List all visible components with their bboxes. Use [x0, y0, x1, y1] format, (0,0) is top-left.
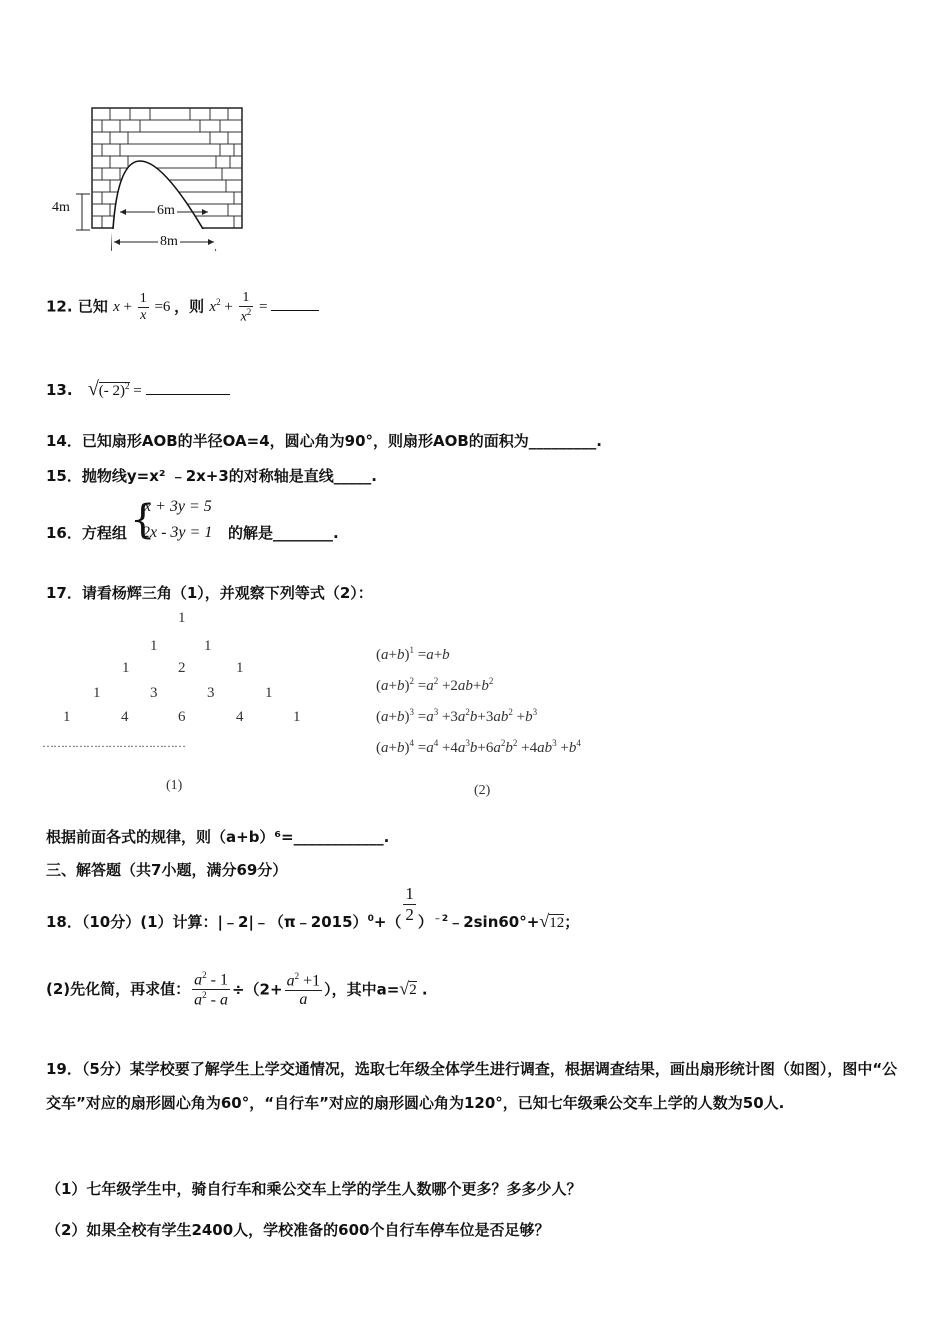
question-12	[46, 290, 319, 326]
triangle-number: 1	[178, 610, 186, 626]
question-19-sub1: （1）七年级学生中，骑自行车和乘公交车上学的学生人数哪个更多？多多少人？	[46, 1180, 582, 1198]
triangle-number: 1	[63, 709, 71, 725]
equation-1: $(a+b)^1 =a+b$	[376, 645, 450, 663]
question-15: 15．抛物线y=x² ﹣2x+3的对称轴是直线_____.	[46, 467, 378, 485]
triangle-number: 1	[293, 709, 301, 725]
question-19-sub2: （2）如果全校有学生2400人，学校准备的600个自行车停车位是否足够？	[46, 1221, 550, 1239]
q12-condition: x + $\frac{1}{x}$ =6	[113, 291, 175, 324]
caption-1: (1)	[166, 778, 183, 793]
triangle-number: 1	[93, 685, 101, 701]
section-3-title: 三、解答题（共7小题，满分69分）	[46, 861, 288, 879]
label-8m: 8m	[160, 234, 178, 249]
triangle-number: 2	[178, 660, 186, 676]
triangle-number: 1	[122, 660, 130, 676]
triangle-number: 1	[204, 638, 212, 654]
question-19-body: 19．（5分）某学校要了解学生上学交通情况，选取七年级全体学生进行调查，根据调查结果，画出扇形统计图（如图），图中“公交车”对应的扇形圆心角为60°，“自行车”对应的扇形圆心角为120°，已知七年级乘公交车上学的人数为50人.	[46, 1060, 898, 1112]
q16-eq1: x + 3y = 5	[144, 498, 212, 515]
label-6m: 6m	[157, 203, 175, 218]
q12-answer-blank[interactable]	[271, 309, 319, 311]
q13-expression: √(- 2)$^2$ =	[87, 378, 146, 400]
triangle-number: 1	[236, 660, 244, 676]
question-14: 14．已知扇形AOB的半径OA=4，圆心角为90°，则扇形AOB的面积为_________.	[46, 432, 602, 450]
question-17-followup: 根据前面各式的规律，则（a+b）⁶=____________.	[46, 828, 390, 846]
q16-suffix: 的解是________.	[228, 524, 339, 542]
q16-brace: {	[130, 497, 156, 543]
triangle-number: 3	[207, 685, 215, 701]
question-17-intro: 17．请看杨辉三角（1），并观察下列等式（2）：	[46, 584, 373, 602]
triangle-number: 1	[265, 685, 273, 701]
q12-mid: ，则	[174, 297, 205, 316]
q13-answer-blank[interactable]	[146, 393, 230, 395]
triangle-number: 4	[236, 709, 244, 725]
equation-3: $(a+b)^3 =a^3 +3a^2b+3ab^2 +b^3$	[376, 707, 538, 725]
q12-number: 12.	[46, 297, 73, 316]
label-4m: 4m	[52, 200, 70, 215]
question-13	[46, 378, 230, 401]
triangle-number: 4	[121, 709, 129, 725]
triangle-number: 6	[178, 709, 186, 725]
equation-2: $(a+b)^2 =a^2 +2ab+b^2$	[376, 676, 494, 694]
equation-4: $(a+b)^4 =a^4 +4a^3b+6a^2b^2 +4ab^3 +b^4$	[376, 738, 581, 756]
q16-eq2: 2x - 3y = 1	[142, 524, 213, 541]
q13-number: 13.	[46, 381, 73, 399]
q12-expression: $x^2$ + $\frac{1}{x^2}$ =	[209, 290, 272, 325]
question-18-part1: 18．（10分）(1）计算：|﹣2|﹣（π﹣2015）$^0$+（ $\frac{1}{2}$ ）$^{﹣2}$﹣2sin60°+√12；	[46, 884, 580, 931]
triangle-number: 1	[150, 638, 158, 654]
question-18-part2: (2)先化简，再求值： $\frac{a^2 - 1}{a^2 - a}$ ÷（2+ $\frac{a^2 +1}{a}$ ），其中a=√2 .	[46, 970, 428, 1009]
caption-2: (2)	[474, 783, 491, 798]
triangle-dots: …………………………………	[42, 736, 185, 750]
triangle-number: 3	[150, 685, 158, 701]
arch-figure	[50, 102, 250, 262]
question-16	[46, 497, 339, 543]
q12-prefix: 已知	[77, 297, 108, 316]
q16-number: 16．方程组	[46, 524, 127, 542]
